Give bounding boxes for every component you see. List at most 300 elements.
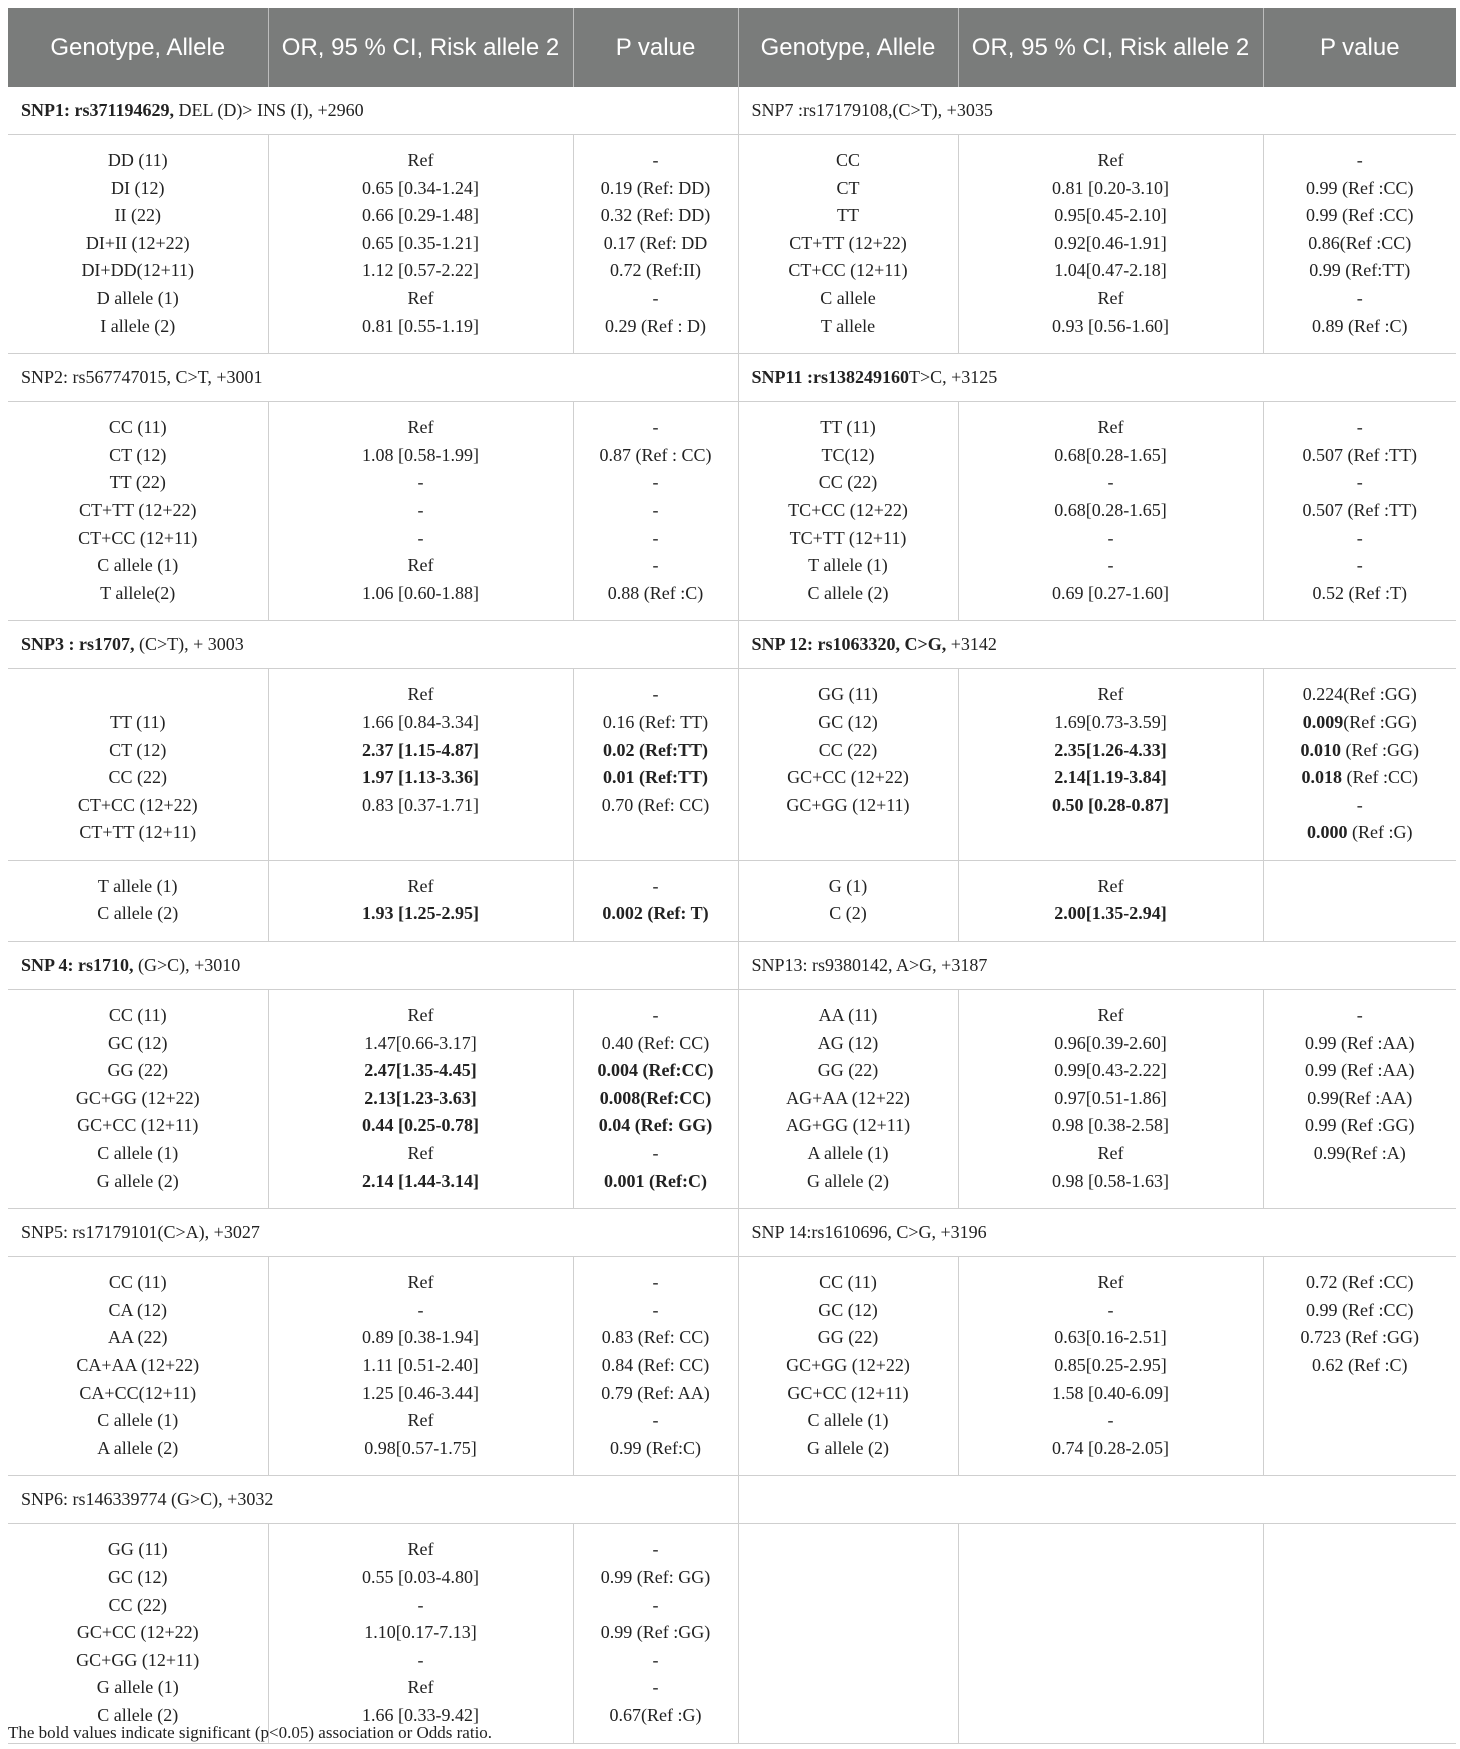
genotype-cell bbox=[738, 1257, 958, 1476]
odds-ratio-value: 2.13[1.23-3.63] bbox=[364, 1087, 477, 1108]
genotype-label: CT bbox=[836, 177, 860, 198]
p-value: - bbox=[652, 684, 659, 705]
p-value-cell bbox=[573, 1257, 738, 1476]
genotype-label: CC (22) bbox=[108, 1594, 167, 1615]
odds-ratio-cell bbox=[958, 1257, 1263, 1476]
genotype-label: DI+II (12+22) bbox=[85, 232, 190, 253]
genotype-label: CT+TT (12+22) bbox=[789, 232, 907, 253]
odds-ratio-value: 0.81 [0.55-1.19] bbox=[362, 315, 479, 336]
empty-cell bbox=[1263, 1524, 1456, 1743]
odds-ratio-value: 0.93 [0.56-1.60] bbox=[1052, 315, 1169, 336]
p-value-cell bbox=[1263, 402, 1456, 621]
odds-ratio-cell bbox=[268, 402, 573, 621]
odds-ratio-value: 2.00[1.35-2.94] bbox=[1054, 903, 1167, 924]
header-or-right: OR, 95 % CI, Risk allele 2 bbox=[958, 8, 1263, 87]
p-value: - bbox=[1356, 555, 1363, 576]
p-value: - bbox=[1356, 472, 1363, 493]
bold-text: 0.000 bbox=[1307, 822, 1348, 843]
p-value: 0.99 (Ref:C) bbox=[610, 1437, 701, 1458]
odds-ratio-cell bbox=[268, 135, 573, 354]
odds-ratio-value: Ref bbox=[1097, 1272, 1124, 1293]
genotype-label: CT+CC (12+11) bbox=[78, 527, 198, 548]
genotype-label: G allele (2) bbox=[807, 1170, 889, 1191]
odds-ratio-value: 1.47[0.66-3.17] bbox=[364, 1032, 477, 1053]
odds-ratio-cell bbox=[268, 1257, 573, 1476]
bold-text: SNP3 : rs1707, bbox=[21, 634, 135, 655]
text-run: SNP6: rs146339774 (G>C), +3032 bbox=[21, 1489, 274, 1510]
odds-ratio-value: Ref bbox=[407, 1272, 434, 1293]
genotype-label: G allele (2) bbox=[96, 1170, 179, 1191]
text-run: SNP13: rs9380142, A>G, +3187 bbox=[751, 955, 988, 976]
odds-ratio-value: Ref bbox=[407, 417, 434, 438]
p-value: 0.99(Ref :A) bbox=[1313, 1143, 1406, 1164]
odds-ratio-value: Ref bbox=[1097, 417, 1124, 438]
p-value: 0.40 (Ref: CC) bbox=[601, 1032, 710, 1053]
odds-ratio-value: 0.96[0.39-2.60] bbox=[1054, 1032, 1167, 1053]
odds-ratio-cell bbox=[958, 990, 1263, 1209]
p-value-cell bbox=[573, 669, 738, 861]
genotype-cell bbox=[8, 1257, 268, 1476]
odds-ratio-value: - bbox=[417, 472, 424, 493]
p-value: 0.62 (Ref :C) bbox=[1312, 1355, 1408, 1375]
p-value: 0.99 (Ref :AA) bbox=[1305, 1060, 1415, 1081]
p-value: 0.88 (Ref :C) bbox=[607, 582, 704, 603]
bold-text: SNP 12: rs1063320, C>G, bbox=[751, 634, 947, 655]
p-value bbox=[1268, 819, 1453, 847]
odds-ratio-value: 1.10[0.17-7.13] bbox=[364, 1622, 477, 1643]
odds-ratio-value: 1.08 [0.58-1.99] bbox=[362, 444, 479, 465]
p-value: - bbox=[652, 1594, 659, 1615]
genotype-label: T allele bbox=[820, 315, 876, 336]
bold-text: 0.010 bbox=[1300, 739, 1341, 760]
genotype-label: GC (12) bbox=[818, 1299, 878, 1320]
p-value: 0.67(Ref :G) bbox=[609, 1704, 702, 1725]
odds-ratio-value: 0.55 [0.03-4.80] bbox=[362, 1566, 479, 1587]
genotype-label: CT+TT (12+11) bbox=[79, 822, 197, 843]
genotype-label: CT+CC (12+11) bbox=[788, 260, 908, 281]
p-value: 0.86(Ref :CC) bbox=[1308, 232, 1412, 253]
p-value: - bbox=[652, 1005, 659, 1026]
genotype-label: TC+TT (12+11) bbox=[789, 527, 907, 548]
empty-cell bbox=[958, 1524, 1263, 1743]
genotype-label: T allele (1) bbox=[808, 555, 888, 576]
odds-ratio-value: - bbox=[1107, 472, 1114, 493]
genotype-label: CT+TT (12+22) bbox=[79, 499, 197, 520]
odds-ratio-value: - bbox=[1107, 1299, 1114, 1320]
text-run: (C>T), + 3003 bbox=[134, 634, 244, 655]
snp-title-row bbox=[8, 621, 1456, 669]
snp-title-row bbox=[8, 942, 1456, 990]
genotype-label: CT+CC (12+22) bbox=[77, 794, 198, 815]
data-block-row bbox=[8, 135, 1456, 354]
p-value: 0.008(Ref:CC) bbox=[599, 1087, 712, 1108]
genotype-label: DI+DD(12+11) bbox=[81, 260, 195, 281]
p-value: 0.84 (Ref: CC) bbox=[601, 1355, 710, 1375]
genotype-label bbox=[12, 681, 264, 709]
genotype-label: GG (22) bbox=[817, 1327, 879, 1348]
genotype-label bbox=[743, 819, 954, 847]
genotype-cell bbox=[738, 669, 958, 861]
p-value-cell bbox=[573, 402, 738, 621]
table-body bbox=[8, 87, 1456, 1743]
text-run: T>C, +3125 bbox=[909, 367, 998, 388]
odds-ratio-value: 0.98[0.57-1.75] bbox=[364, 1437, 477, 1458]
empty-cell bbox=[738, 1524, 958, 1743]
header-genotype-right: Genotype, Allele bbox=[738, 8, 958, 87]
odds-ratio-value: 0.50 [0.28-0.87] bbox=[1052, 794, 1169, 815]
genotype-cell bbox=[738, 860, 958, 941]
genotype-label: TT (11) bbox=[820, 417, 876, 438]
p-value-cell bbox=[1263, 860, 1456, 941]
odds-ratio-value: Ref bbox=[407, 875, 434, 896]
genotype-label: C (2) bbox=[829, 903, 867, 924]
genotype-label: TC+CC (12+22) bbox=[788, 499, 908, 520]
genotype-label: CT (12) bbox=[109, 444, 167, 465]
odds-ratio-value: 0.74 [0.28-2.05] bbox=[1052, 1437, 1169, 1458]
odds-ratio-value: Ref bbox=[1097, 1143, 1124, 1164]
empty-title-cell bbox=[738, 1476, 1456, 1524]
bold-text: 0.009 bbox=[1302, 711, 1344, 732]
genotype-label: CC (22) bbox=[818, 472, 878, 493]
p-value: - bbox=[652, 1143, 659, 1164]
p-value: - bbox=[652, 472, 659, 493]
text-run: SNP7 :rs17179108,(C>T), +3035 bbox=[751, 100, 993, 120]
odds-ratio-value: Ref bbox=[407, 1143, 434, 1164]
p-value: 0.99 (Ref :CC) bbox=[1306, 177, 1414, 198]
odds-ratio-value: 0.66 [0.29-1.48] bbox=[362, 205, 479, 226]
text-run: (Ref :CC) bbox=[1342, 767, 1418, 788]
genotype-label: D allele (1) bbox=[96, 287, 179, 308]
genotype-label: CC (22) bbox=[108, 767, 167, 788]
snp-title-cell bbox=[738, 621, 1456, 669]
snp-title-cell bbox=[738, 87, 1456, 135]
p-value bbox=[1268, 681, 1453, 709]
odds-ratio-cell bbox=[958, 669, 1263, 861]
genotype-label: CA (12) bbox=[108, 1299, 167, 1320]
genotype-label: C allele (1) bbox=[97, 1410, 179, 1431]
odds-ratio-cell bbox=[958, 135, 1263, 354]
p-value bbox=[1268, 709, 1453, 737]
p-value: 0.72 (Ref :CC) bbox=[1306, 1272, 1414, 1293]
odds-ratio-value: 0.92[0.46-1.91] bbox=[1054, 232, 1167, 253]
genotype-label: TT bbox=[837, 205, 859, 226]
genotype-label: CC (11) bbox=[108, 1005, 167, 1026]
p-value: - bbox=[652, 287, 659, 308]
odds-ratio-value: 0.83 [0.37-1.71] bbox=[362, 794, 479, 815]
odds-ratio-cell bbox=[958, 402, 1263, 621]
p-value: - bbox=[1356, 417, 1363, 438]
genotype-cell bbox=[8, 669, 268, 861]
text-run: DEL (D)> INS (I), +2960 bbox=[174, 100, 364, 120]
genotype-cell bbox=[8, 402, 268, 621]
genotype-label: C allele (2) bbox=[807, 582, 889, 603]
snp-title-cell bbox=[8, 942, 738, 990]
snp-title-cell bbox=[8, 354, 738, 402]
odds-ratio-value: 2.14[1.19-3.84] bbox=[1054, 767, 1167, 788]
genotype-label: TT (11) bbox=[110, 711, 166, 732]
p-value bbox=[578, 819, 734, 847]
p-value-cell bbox=[1263, 990, 1456, 1209]
odds-ratio-value: 0.81 [0.20-3.10] bbox=[1052, 177, 1169, 198]
genotype-label: GC+GG (12+22) bbox=[75, 1087, 200, 1108]
odds-ratio-value: 0.97[0.51-1.86] bbox=[1054, 1087, 1167, 1108]
odds-ratio-value: 1.04[0.47-2.18] bbox=[1054, 260, 1167, 281]
genotype-label: CC (11) bbox=[108, 417, 167, 438]
p-value: - bbox=[652, 555, 659, 576]
genotype-label: II (22) bbox=[114, 205, 161, 226]
snp-title-row bbox=[8, 354, 1456, 402]
genotype-label: C allele (1) bbox=[97, 555, 179, 576]
genotype-label: CC bbox=[835, 150, 860, 170]
genotype-label: GG (22) bbox=[107, 1060, 168, 1081]
odds-ratio-value: 0.89 [0.38-1.94] bbox=[362, 1327, 479, 1348]
odds-ratio-value: 1.11 [0.51-2.40] bbox=[362, 1355, 479, 1375]
genotype-label: C allele (1) bbox=[807, 1410, 889, 1431]
p-value: 0.04 (Ref: GG) bbox=[598, 1115, 713, 1136]
odds-ratio-value: 1.58 [0.40-6.09] bbox=[1052, 1382, 1169, 1403]
odds-ratio-value: Ref bbox=[1097, 150, 1124, 170]
snp-title-cell bbox=[8, 621, 738, 669]
odds-ratio-value bbox=[273, 819, 569, 847]
text-run: (G>C), +3010 bbox=[133, 955, 241, 976]
p-value: 0.72 (Ref:II) bbox=[610, 260, 701, 281]
p-value: - bbox=[652, 1410, 659, 1431]
p-value: 0.002 (Ref: T) bbox=[602, 903, 709, 924]
odds-ratio-value: 0.68[0.28-1.65] bbox=[1054, 499, 1167, 520]
odds-ratio-value: Ref bbox=[1097, 1005, 1124, 1026]
genotype-label: AA (11) bbox=[818, 1005, 878, 1026]
genotype-cell bbox=[8, 990, 268, 1209]
odds-ratio-cell bbox=[268, 669, 573, 861]
genotype-label: GC+CC (12+22) bbox=[76, 1622, 199, 1643]
bold-text: SNP11 :rs138249160 bbox=[751, 367, 909, 388]
p-value bbox=[1268, 900, 1453, 928]
p-value: 0.99 (Ref :AA) bbox=[1305, 1032, 1415, 1053]
p-value: 0.83 (Ref: CC) bbox=[601, 1327, 710, 1348]
genotype-label: GG (22) bbox=[817, 1060, 879, 1081]
genotype-label: CA+CC(12+11) bbox=[79, 1382, 197, 1403]
snp-title-row bbox=[8, 1209, 1456, 1257]
p-value: 0.70 (Ref: CC) bbox=[601, 794, 710, 815]
odds-ratio-value: Ref bbox=[407, 150, 434, 170]
p-value: 0.79 (Ref: AA) bbox=[601, 1382, 710, 1403]
text-run: - bbox=[1356, 794, 1363, 815]
data-block-row bbox=[8, 669, 1456, 861]
p-value-cell bbox=[1263, 1257, 1456, 1476]
odds-ratio-value: - bbox=[417, 499, 424, 520]
odds-ratio-value: 0.65 [0.35-1.21] bbox=[362, 232, 479, 253]
p-value: 0.29 (Ref : D) bbox=[605, 315, 706, 336]
odds-ratio-value: - bbox=[1107, 527, 1114, 548]
odds-ratio-value bbox=[963, 819, 1259, 847]
odds-ratio-value: 1.06 [0.60-1.88] bbox=[362, 582, 479, 603]
genotype-label: CC (11) bbox=[819, 1272, 877, 1293]
odds-ratio-value: - bbox=[417, 1299, 424, 1320]
odds-ratio-value: Ref bbox=[407, 1410, 434, 1431]
p-value: 0.99 (Ref: GG) bbox=[600, 1566, 711, 1587]
p-value: 0.99(Ref :AA) bbox=[1307, 1087, 1413, 1108]
odds-ratio-value: 1.66 [0.33-9.42] bbox=[362, 1704, 479, 1725]
text-run: SNP2: rs567747015, C>T, +3001 bbox=[21, 367, 263, 388]
genotype-label: CC (11) bbox=[108, 1272, 167, 1293]
p-value: 0.32 (Ref: DD) bbox=[600, 205, 711, 226]
p-value-cell bbox=[573, 860, 738, 941]
odds-ratio-value: 0.44 [0.25-0.78] bbox=[362, 1115, 479, 1136]
odds-ratio-value: - bbox=[417, 1649, 424, 1670]
odds-ratio-value: 0.85[0.25-2.95] bbox=[1054, 1355, 1167, 1375]
p-value-cell bbox=[1263, 669, 1456, 861]
p-value: 0.17 (Ref: DD bbox=[603, 232, 708, 253]
bold-text: SNP1: rs371194629, bbox=[21, 100, 174, 120]
odds-ratio-value: - bbox=[417, 1594, 424, 1615]
text-run: SNP5: rs17179101(C>A), +3027 bbox=[21, 1222, 260, 1243]
genotype-label: GC+GG (12+11) bbox=[786, 794, 910, 815]
snp-title-cell bbox=[738, 942, 1456, 990]
text-run: (Ref :GG) bbox=[1343, 711, 1417, 732]
p-value: 0.99 (Ref :CC) bbox=[1306, 1299, 1414, 1320]
odds-ratio-value: 0.98 [0.38-2.58] bbox=[1052, 1115, 1169, 1136]
p-value: - bbox=[652, 1649, 659, 1670]
p-value: 0.99 (Ref :GG) bbox=[600, 1622, 711, 1643]
odds-ratio-value: 0.63[0.16-2.51] bbox=[1054, 1327, 1167, 1348]
odds-ratio-value: 2.35[1.26-4.33] bbox=[1054, 739, 1167, 760]
genotype-label: CC (22) bbox=[818, 739, 878, 760]
genotype-label: CA+AA (12+22) bbox=[76, 1355, 200, 1375]
p-value-cell bbox=[573, 135, 738, 354]
odds-ratio-value: - bbox=[417, 527, 424, 548]
snp-association-table bbox=[8, 8, 1456, 1744]
genotype-label: AA (22) bbox=[108, 1327, 168, 1348]
p-value: - bbox=[652, 1299, 659, 1320]
text-run: SNP 14:rs1610696, C>G, +3196 bbox=[751, 1222, 987, 1243]
odds-ratio-value: 1.93 [1.25-2.95] bbox=[362, 903, 479, 924]
data-block-row bbox=[8, 1524, 1456, 1743]
genotype-label: C allele bbox=[820, 287, 876, 308]
p-value: 0.507 (Ref :TT) bbox=[1302, 499, 1417, 520]
p-value-cell bbox=[1263, 135, 1456, 354]
snp-title-row bbox=[8, 1476, 1456, 1524]
odds-ratio-value: 0.99[0.43-2.22] bbox=[1054, 1060, 1167, 1081]
p-value: - bbox=[1356, 150, 1363, 170]
odds-ratio-value: 2.47[1.35-4.45] bbox=[364, 1060, 477, 1081]
p-value: 0.01 (Ref:TT) bbox=[603, 767, 708, 788]
data-block-row bbox=[8, 1257, 1456, 1476]
genotype-label: AG (12) bbox=[817, 1032, 879, 1053]
p-value: 0.16 (Ref: TT) bbox=[602, 711, 709, 732]
genotype-label: DI (12) bbox=[111, 177, 165, 198]
snp-title-cell bbox=[8, 87, 738, 135]
genotype-label: GC+CC (12+11) bbox=[77, 1115, 199, 1136]
p-value: - bbox=[652, 875, 659, 896]
p-value bbox=[1268, 737, 1453, 765]
odds-ratio-value: Ref bbox=[407, 1005, 434, 1026]
genotype-label: C allele (2) bbox=[97, 903, 179, 924]
p-value: - bbox=[652, 527, 659, 548]
genotype-label: I allele (2) bbox=[100, 315, 176, 336]
genotype-label: GG (11) bbox=[818, 684, 878, 705]
genotype-label: GC (12) bbox=[818, 711, 878, 732]
p-value bbox=[1268, 764, 1453, 792]
genotype-label: A allele (2) bbox=[97, 1437, 179, 1458]
odds-ratio-value: 0.95[0.45-2.10] bbox=[1054, 205, 1167, 226]
p-value: - bbox=[652, 1539, 659, 1560]
genotype-label: G (1) bbox=[828, 875, 868, 896]
genotype-label: AG+GG (12+11) bbox=[785, 1115, 911, 1136]
p-value bbox=[1268, 792, 1453, 820]
odds-ratio-value: Ref bbox=[407, 287, 434, 308]
bold-text: SNP 4: rs1710, bbox=[21, 955, 134, 976]
snp-title-cell bbox=[738, 354, 1456, 402]
genotype-label: DD (11) bbox=[107, 150, 168, 170]
p-value: 0.19 (Ref: DD) bbox=[600, 177, 711, 198]
odds-ratio-value: 1.69[0.73-3.59] bbox=[1054, 711, 1167, 732]
genotype-label: T allele(2) bbox=[100, 582, 176, 603]
snp-title-cell bbox=[738, 1209, 1456, 1257]
data-block-row bbox=[8, 990, 1456, 1209]
p-value-cell bbox=[573, 1524, 738, 1743]
genotype-cell bbox=[738, 990, 958, 1209]
genotype-label: A allele (1) bbox=[807, 1143, 889, 1164]
header-genotype-left: Genotype, Allele bbox=[8, 8, 268, 87]
odds-ratio-value: 0.69 [0.27-1.60] bbox=[1052, 582, 1169, 603]
header-pvalue-right: P value bbox=[1263, 8, 1456, 87]
p-value: 0.723 (Ref :GG) bbox=[1300, 1327, 1419, 1348]
genotype-cell bbox=[8, 135, 268, 354]
odds-ratio-value: 0.68[0.28-1.65] bbox=[1054, 444, 1167, 465]
p-value: - bbox=[652, 417, 659, 438]
odds-ratio-value: 1.12 [0.57-2.22] bbox=[362, 260, 479, 281]
odds-ratio-value: Ref bbox=[407, 555, 434, 576]
odds-ratio-cell bbox=[268, 990, 573, 1209]
odds-ratio-value: Ref bbox=[1097, 875, 1124, 896]
genotype-label: CT (12) bbox=[109, 739, 167, 760]
snp-title-row bbox=[8, 87, 1456, 135]
odds-ratio-value: Ref bbox=[1097, 287, 1124, 308]
header-or-left: OR, 95 % CI, Risk allele 2 bbox=[268, 8, 573, 87]
genotype-label: GC+CC (12+11) bbox=[787, 1382, 909, 1403]
p-value: 0.507 (Ref :TT) bbox=[1302, 444, 1417, 465]
text-run: +3142 bbox=[946, 634, 997, 655]
genotype-label: GC+CC (12+22) bbox=[787, 767, 909, 788]
data-block-row bbox=[8, 402, 1456, 621]
p-value: - bbox=[1356, 287, 1363, 308]
snp-title-cell bbox=[8, 1476, 738, 1524]
header-pvalue-left: P value bbox=[573, 8, 738, 87]
genotype-label: G allele (2) bbox=[807, 1437, 889, 1458]
odds-ratio-value: Ref bbox=[1097, 684, 1124, 705]
genotype-label: TT (22) bbox=[109, 472, 166, 493]
genotype-cell bbox=[8, 860, 268, 941]
odds-ratio-value: 1.66 [0.84-3.34] bbox=[362, 711, 479, 732]
odds-ratio-value: - bbox=[1107, 1410, 1114, 1431]
p-value: 0.001 (Ref:C) bbox=[604, 1170, 707, 1191]
genotype-cell bbox=[738, 135, 958, 354]
snp-title-cell bbox=[8, 1209, 738, 1257]
genotype-label: GG (11) bbox=[107, 1539, 168, 1560]
genotype-label: GC+GG (12+11) bbox=[76, 1649, 200, 1670]
genotype-label: TC(12) bbox=[821, 444, 875, 465]
odds-ratio-value: - bbox=[1107, 555, 1114, 576]
p-value: - bbox=[1356, 1005, 1363, 1026]
odds-ratio-cell bbox=[268, 860, 573, 941]
p-value: 0.004 (Ref:CC) bbox=[597, 1060, 714, 1081]
odds-ratio-cell bbox=[958, 860, 1263, 941]
p-value-cell bbox=[573, 990, 738, 1209]
genotype-label: C allele (1) bbox=[97, 1143, 179, 1164]
odds-ratio-value: 0.98 [0.58-1.63] bbox=[1052, 1170, 1169, 1191]
p-value: 0.87 (Ref : CC) bbox=[599, 444, 712, 465]
data-block-row bbox=[8, 860, 1456, 941]
